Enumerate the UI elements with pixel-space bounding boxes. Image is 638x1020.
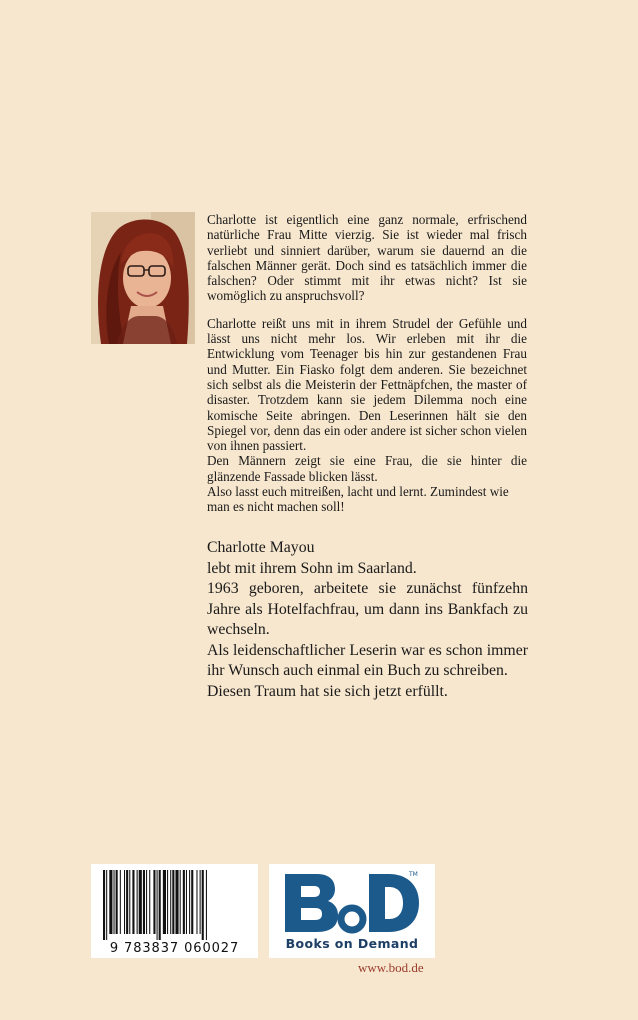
barcode-bar xyxy=(189,870,190,934)
barcode-bar xyxy=(137,870,138,934)
bod-logo-icon xyxy=(281,870,423,936)
barcode-bar xyxy=(170,870,171,934)
barcode-bar xyxy=(103,870,105,940)
barcode-bar xyxy=(202,870,204,940)
publisher-tagline: Books on Demand xyxy=(285,936,419,951)
isbn-barcode xyxy=(91,864,258,958)
author-photo xyxy=(91,212,195,344)
barcode-bar xyxy=(129,870,130,934)
barcode-bar xyxy=(186,870,187,934)
author-name: Charlotte Mayou xyxy=(207,539,315,556)
barcode-bar xyxy=(183,870,185,934)
barcode-bar xyxy=(139,870,142,934)
description-paragraph: Also lasst euch mitreißen, lacht und lernt. Zumindest wie man es nicht machen soll! xyxy=(207,484,509,515)
barcode-bar xyxy=(159,870,161,940)
barcode-bar xyxy=(109,870,112,934)
barcode-bar xyxy=(120,870,121,934)
barcode-bar xyxy=(146,870,147,934)
barcode-bar xyxy=(132,870,134,934)
barcode-bar xyxy=(116,870,118,934)
barcode-bar xyxy=(191,870,193,934)
author-bio-line: 1963 geboren, arbeitete sie zunächst fünfzehn Jahre als Hotelfachfrau, um dann ins Bankfach zu wechseln. xyxy=(207,580,528,638)
barcode-bar xyxy=(163,870,166,934)
barcode-bar xyxy=(167,870,168,934)
barcode-bar xyxy=(149,870,150,934)
barcode-bar xyxy=(196,870,197,934)
barcode-bar xyxy=(200,870,201,934)
author-bio-line: lebt mit ihrem Sohn im Saarland. xyxy=(207,559,417,577)
trademark-symbol: TM xyxy=(409,871,418,878)
barcode-bar xyxy=(114,870,115,934)
barcode-bar xyxy=(106,870,107,940)
author-bio xyxy=(207,538,528,702)
barcode-bar xyxy=(157,870,158,940)
description-paragraph: Charlotte ist eigentlich eine ganz normale, erfrischend natürliche Frau Mitte vierzig. Sie ist wieder mal frisch verliebt und sinniert darüber, warum sie dauernd an die falschen Männer gerät. Doch sind es tatsächlich immer die falschen? Oder stimmt mit ihr etwas nicht? Ist sie womöglich zu anspruchsvoll? xyxy=(207,212,527,304)
author-bio-line: Als leidenschaftlicher Leserin war es schon immer ihr Wunsch auch einmal ein Buch zu schreiben. xyxy=(207,641,528,679)
description-paragraph: Charlotte reißt uns mit in ihrem Strudel der Gefühle und lässt uns nicht mehr los. Wir erleben mit ihr die Entwicklung vom Teenager bis hin zur gestandenen Frau und Mutter. Ein Fiasko folgt dem anderen. Sie bezeichnet sich selbst als die Meisterin der Fettnäpfchen, the master of disaster. Trotzdem kann sie jedem Dilemma noch eine komische Seite abringen. Den Leserinnen hält sie den Spiegel vor, denn das ein oder andere ist sicher schon vielen von ihnen passiert. xyxy=(207,315,527,454)
barcode-bar xyxy=(172,870,174,934)
isbn-number: 9 783837 060027 xyxy=(109,941,240,956)
barcode-bar xyxy=(124,870,125,934)
description-paragraph: Den Männern zeigt sie eine Frau, die sie hinter die glänzende Fassade blicken lässt. xyxy=(207,453,527,484)
book-description xyxy=(207,212,527,515)
barcode-bar xyxy=(206,870,207,940)
barcode-bar xyxy=(153,870,155,934)
barcode-bar xyxy=(126,870,128,934)
barcode-bar xyxy=(175,870,178,934)
barcode-bar xyxy=(180,870,181,934)
author-bio-line: Diesen Traum hat sie sich jetzt erfüllt. xyxy=(207,682,448,700)
publisher-logo xyxy=(269,864,435,958)
barcode-bar xyxy=(143,870,145,934)
publisher-url[interactable]: www.bod.de xyxy=(358,960,424,975)
